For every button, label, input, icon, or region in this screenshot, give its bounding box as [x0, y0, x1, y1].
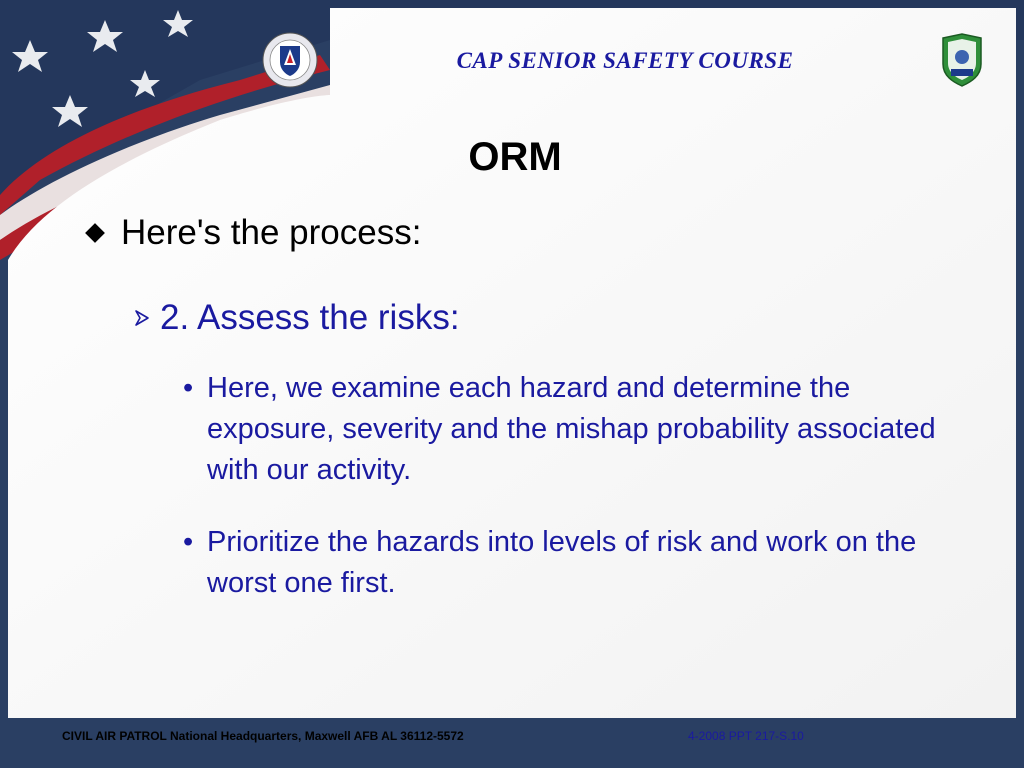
level2-text: 2. Assess the risks: — [160, 298, 460, 337]
slide-title: ORM — [468, 135, 562, 179]
level1-text: Here's the process: — [121, 213, 422, 252]
footer-slide-id: 4-2008 PPT 217-S.10 — [688, 729, 804, 743]
arrow-bullet-icon — [132, 308, 154, 328]
level3-item — [183, 522, 958, 604]
level3-item — [183, 368, 958, 491]
footer-address: CIVIL AIR PATROL National Headquarters, Maxwell AFB AL 36112-5572 — [62, 729, 464, 743]
level3-text: Here, we examine each hazard and determine the exposure, severity and the mishap probability associated with our activity. — [207, 372, 936, 486]
level3-text: Prioritize the hazards into levels of risk and work on the worst one first. — [207, 526, 917, 599]
diamond-bullet-icon — [85, 223, 105, 243]
dot-bullet-icon: • — [183, 372, 194, 404]
level1-item — [82, 213, 421, 253]
dot-bullet-icon: • — [183, 526, 194, 558]
course-title: CAP SENIOR SAFETY COURSE — [456, 48, 794, 73]
level2-item — [132, 298, 460, 338]
